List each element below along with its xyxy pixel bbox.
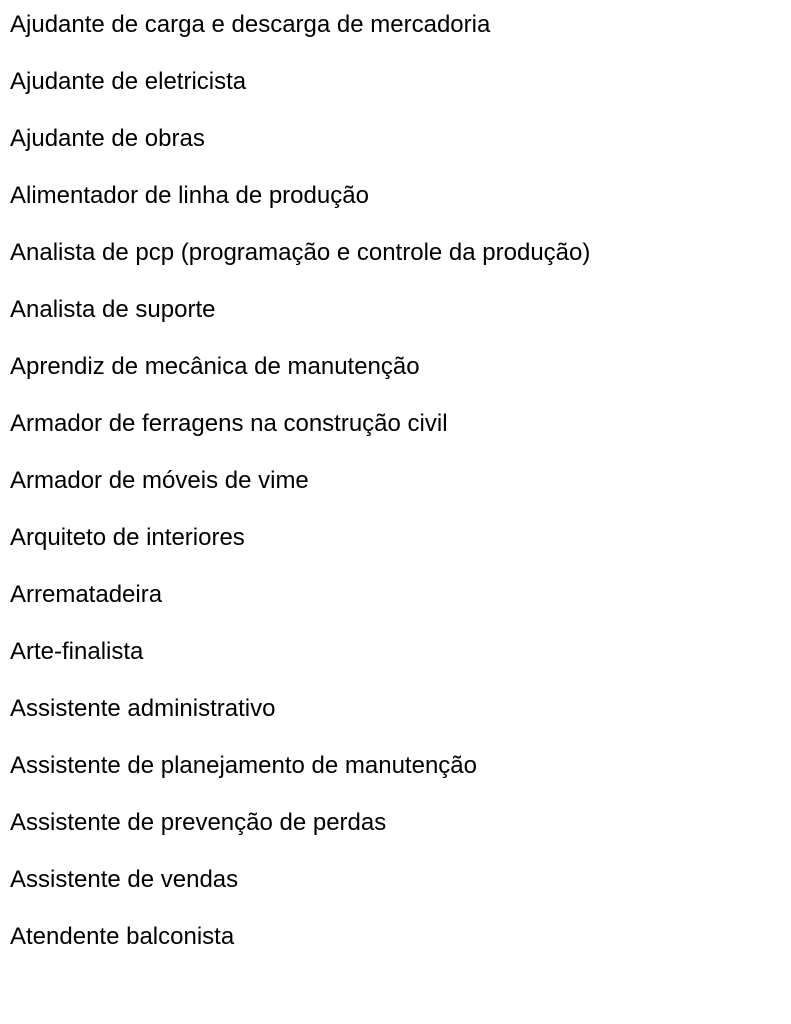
list-item: Analista de pcp (programação e controle da produção) (10, 239, 591, 266)
list-item: Alimentador de linha de produção (10, 182, 369, 209)
list-item: Armador de ferragens na construção civil (10, 410, 448, 437)
list-item: Assistente de planejamento de manutenção (10, 752, 477, 779)
list-item: Analista de suporte (10, 296, 216, 323)
list-item: Assistente de vendas (10, 866, 239, 893)
list-item: Ajudante de eletricista (10, 68, 247, 95)
list-item: Arrematadeira (10, 581, 163, 608)
list-item: Ajudante de obras (10, 125, 205, 152)
list-item: Atendente balconista (10, 923, 235, 950)
list-item: Arquiteto de interiores (10, 524, 245, 551)
list-item: Arte-finalista (10, 638, 144, 665)
list-item: Assistente administrativo (10, 695, 276, 722)
list-item: Assistente de prevenção de perdas (10, 809, 387, 836)
list-item: Armador de móveis de vime (10, 467, 309, 494)
list-item: Ajudante de carga e descarga de mercadoria (10, 11, 491, 38)
job-title-list (10, 10, 590, 979)
list-item: Aprendiz de mecânica de manutenção (10, 353, 420, 380)
